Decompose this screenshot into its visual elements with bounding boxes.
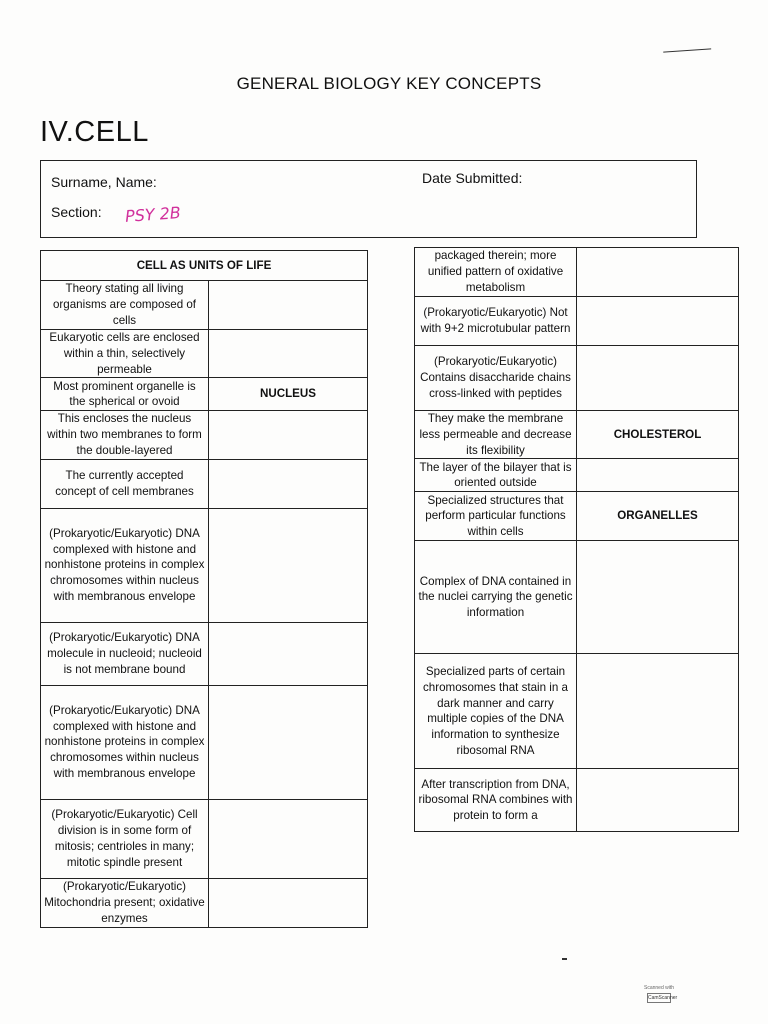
- cell-units-table: [40, 250, 368, 928]
- cell-concepts-table-continued: [414, 247, 739, 832]
- answer-cell[interactable]: ORGANELLES: [577, 492, 739, 541]
- table-row: [415, 541, 739, 654]
- scanner-watermark: Scanned with CamScanner: [643, 985, 678, 1001]
- question-cell: (Prokaryotic/Eukaryotic) Mitochondria present; oxidative enzymes: [41, 878, 209, 927]
- question-cell: (Prokaryotic/Eukaryotic) DNA complexed with histone and nonhistone proteins in complex chromosomes within nucleus with membranous envelope: [41, 685, 209, 799]
- table-row: [41, 878, 368, 927]
- table-row: [415, 411, 739, 459]
- answer-cell[interactable]: [209, 622, 368, 685]
- table-row: [41, 622, 368, 685]
- answer-cell[interactable]: [577, 541, 739, 654]
- answer-cell[interactable]: [209, 330, 368, 378]
- answer-cell[interactable]: [209, 878, 368, 927]
- question-cell: (Prokaryotic/Eukaryotic) DNA complexed with histone and nonhistone proteins in complex chromosomes within nucleus with membranous envelope: [41, 508, 209, 622]
- table-row: [41, 508, 368, 622]
- section-handwritten-value: PSY 2B: [124, 203, 182, 226]
- answer-cell[interactable]: [577, 297, 739, 346]
- answer-cell[interactable]: CHOLESTEROL: [577, 411, 739, 459]
- table-row: [415, 346, 739, 411]
- surname-label: Surname, Name:: [51, 174, 157, 190]
- question-cell: (Prokaryotic/Eukaryotic) Contains disaccharide chains cross-linked with peptides: [415, 346, 577, 411]
- question-cell: Most prominent organelle is the spherical or ovoid: [41, 378, 209, 411]
- question-cell: The layer of the bilayer that is oriented outside: [415, 459, 577, 492]
- question-cell: (Prokaryotic/Eukaryotic) Not with 9+2 microtubular pattern: [415, 297, 577, 346]
- table-row: [415, 459, 739, 492]
- question-cell: Complex of DNA contained in the nuclei carrying the genetic information: [415, 541, 577, 654]
- question-cell: (Prokaryotic/Eukaryotic) Cell division is in some form of mitosis; centrioles in many; mitotic spindle present: [41, 799, 209, 878]
- answer-cell[interactable]: [577, 248, 739, 297]
- unit-heading: IV.CELL: [40, 116, 149, 148]
- section-label: Section:: [51, 204, 102, 220]
- question-cell: They make the membrane less permeable and decrease its flexibility: [415, 411, 577, 459]
- document-title: GENERAL BIOLOGY KEY CONCEPTS: [236, 74, 542, 93]
- table-row: [41, 281, 368, 330]
- answer-cell[interactable]: [577, 346, 739, 411]
- table-row: [41, 411, 368, 459]
- table-row: [415, 297, 739, 346]
- question-cell: Theory stating all living organisms are composed of cells: [41, 281, 209, 330]
- question-cell: This encloses the nucleus within two membranes to form the double-layered: [41, 411, 209, 459]
- answer-cell[interactable]: [209, 411, 368, 459]
- answer-cell[interactable]: [577, 769, 739, 832]
- table-row: [415, 248, 739, 297]
- question-cell: Specialized parts of certain chromosomes that stain in a dark manner and carry multiple copies of the DNA information to synthesize ribosomal RNA: [415, 654, 577, 769]
- date-submitted-label: Date Submitted:: [422, 170, 523, 186]
- question-cell: packaged therein; more unified pattern of oxidative metabolism: [415, 248, 577, 297]
- table-row: [41, 378, 368, 411]
- table-row: [41, 459, 368, 508]
- question-cell: (Prokaryotic/Eukaryotic) DNA molecule in nucleoid; nucleoid is not membrane bound: [41, 622, 209, 685]
- pen-mark: [663, 42, 711, 52]
- answer-cell[interactable]: [209, 459, 368, 508]
- table-row: [41, 685, 368, 799]
- table-row: [415, 654, 739, 769]
- table-row: [41, 799, 368, 878]
- table-row: [41, 330, 368, 378]
- question-cell: Specialized structures that perform particular functions within cells: [415, 492, 577, 541]
- answer-cell[interactable]: NUCLEUS: [209, 378, 368, 411]
- answer-cell[interactable]: [209, 508, 368, 622]
- stray-mark: [562, 958, 567, 960]
- question-cell: Eukaryotic cells are enclosed within a thin, selectively permeable: [41, 330, 209, 378]
- table-row: [415, 492, 739, 541]
- camscanner-logo: CamScanner: [648, 995, 678, 1001]
- answer-cell[interactable]: [209, 281, 368, 330]
- question-cell: The currently accepted concept of cell membranes: [41, 459, 209, 508]
- answer-cell[interactable]: [209, 685, 368, 799]
- answer-cell[interactable]: [577, 459, 739, 492]
- answer-cell[interactable]: [577, 654, 739, 769]
- answer-cell[interactable]: [209, 799, 368, 878]
- table-header: CELL AS UNITS OF LIFE: [41, 251, 368, 281]
- question-cell: After transcription from DNA, ribosomal RNA combines with protein to form a: [415, 769, 577, 832]
- student-info-box: [40, 160, 697, 238]
- table-row: [415, 769, 739, 832]
